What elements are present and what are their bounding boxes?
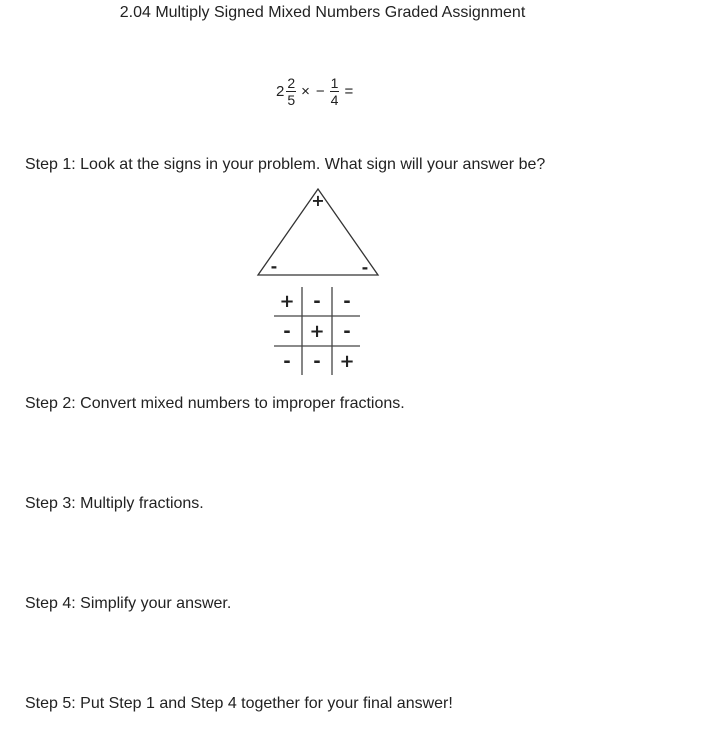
grid-cell: -	[343, 290, 351, 312]
grid-cell: +	[309, 320, 325, 342]
grid-cell: -	[283, 320, 291, 342]
sign-triangle-diagram	[255, 186, 381, 278]
equals-sign: =	[344, 82, 354, 100]
problem-equation	[276, 68, 356, 114]
triangle-bottom-left-sign: -	[270, 257, 278, 276]
grid-cell: -	[343, 320, 351, 342]
step-2-label: Step 2: Convert mixed numbers to improper fractions.	[25, 395, 405, 412]
grid-cell: -	[313, 350, 321, 372]
step-4-label: Step 4: Simplify your answer.	[25, 595, 232, 612]
fraction-1-numerator: 2	[287, 74, 296, 91]
negative-sign: −	[315, 82, 325, 100]
page-title: 2.04 Multiply Signed Mixed Numbers Graded Assignment	[119, 4, 526, 21]
triangle-top-sign: +	[311, 191, 325, 210]
fraction-2	[330, 75, 340, 108]
fraction-1-denominator: 5	[287, 91, 296, 108]
grid-cell: +	[279, 290, 295, 312]
grid-cell: -	[283, 350, 291, 372]
fraction-2-denominator: 4	[330, 91, 339, 108]
times-sign: ×	[301, 82, 310, 100]
grid-cell: -	[313, 290, 321, 312]
step-3-label: Step 3: Multiply fractions.	[25, 495, 204, 512]
mixed-whole: 2	[276, 82, 285, 100]
fraction-2-numerator: 1	[330, 74, 339, 91]
sign-rule-grid	[272, 287, 362, 375]
fraction-1	[286, 75, 296, 108]
triangle-bottom-right-sign: -	[361, 258, 369, 277]
grid-cell: +	[339, 350, 355, 372]
step-1-label: Step 1: Look at the signs in your problem. What sign will your answer be?	[25, 156, 546, 173]
step-5-label: Step 5: Put Step 1 and Step 4 together for your final answer!	[25, 695, 453, 712]
